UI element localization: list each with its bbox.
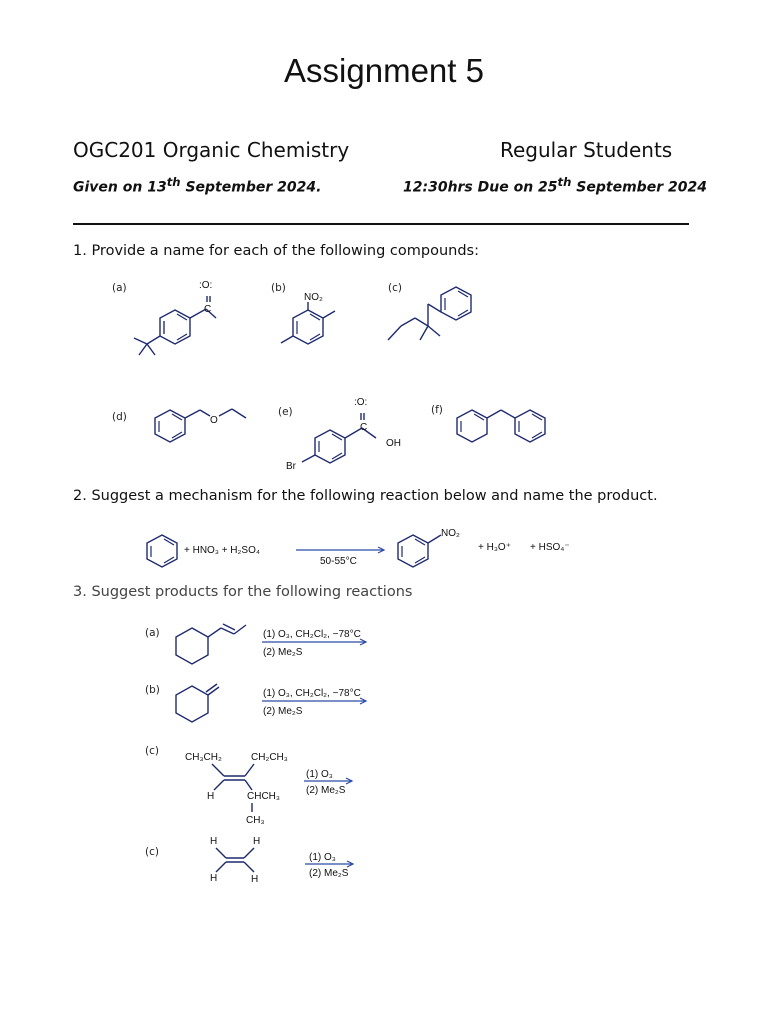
label-3a: (a) — [145, 627, 160, 639]
reaction-3d — [210, 836, 353, 885]
course-name: OGC201 Organic Chemistry — [73, 138, 350, 162]
step1-3b: (1) O₃, CH₂Cl₂, −78°C — [263, 688, 361, 699]
carbonyl-o-label: :O: — [199, 280, 213, 291]
label-1d: (d) — [112, 411, 127, 423]
compound-1d — [155, 409, 246, 442]
group-3c-tr: CH₂CH₃ — [251, 752, 288, 763]
nitration-reagents: + HNO₃ + H₂SO₄ — [184, 545, 260, 556]
nitration-reaction — [147, 528, 570, 567]
h-3d-br: H — [251, 874, 259, 885]
label-3d: (c) — [145, 846, 159, 858]
h-3d-tl: H — [210, 836, 218, 847]
byproduct-hydronium: + H₃O⁺ — [478, 542, 511, 553]
step2-3c: (2) Me₂S — [306, 785, 346, 796]
reaction-3c — [185, 752, 352, 826]
question-1: 1. Provide a name for each of the following compounds: — [73, 243, 479, 259]
label-1e: (e) — [278, 406, 293, 418]
nitration-conditions: 50-55°C — [320, 556, 357, 567]
hydroxyl-label: OH — [386, 438, 401, 449]
acid-c-label: C — [360, 422, 368, 433]
label-1f: (f) — [431, 404, 443, 416]
question-2: 2. Suggest a mechanism for the following reaction below and name the product. — [73, 488, 658, 504]
bromo-label: Br — [286, 461, 296, 472]
h-3d-bl: H — [210, 873, 218, 884]
group-3c-tl: CH₃CH₂ — [185, 752, 222, 763]
label-3b: (b) — [145, 684, 160, 696]
h-3c: H — [207, 791, 215, 802]
compound-1c — [388, 287, 471, 340]
compound-1f — [457, 410, 545, 442]
label-3c: (c) — [145, 745, 159, 757]
due-date: 12:30hrs Due on 25th September 2024 — [403, 175, 707, 196]
step1-3a: (1) O₃, CH₂Cl₂, −78°C — [263, 629, 361, 640]
step2-3a: (2) Me₂S — [263, 647, 303, 658]
compound-1e — [286, 397, 401, 472]
label-1b: (b) — [271, 282, 286, 294]
student-group: Regular Students — [500, 138, 673, 162]
group-3c-brsub: CH₃ — [246, 815, 265, 826]
given-date: Given on 13th September 2024. — [73, 175, 322, 196]
compound-1b — [281, 292, 335, 344]
step1-3d: (1) O₃ — [309, 852, 336, 863]
question-3: 3. Suggest products for the following reactions — [73, 584, 413, 600]
compound-1a — [134, 280, 216, 355]
step1-3c: (1) O₃ — [306, 769, 333, 780]
carbonyl-c-label: C — [204, 304, 212, 315]
acid-o-label: :O: — [354, 397, 368, 408]
reaction-3a — [176, 624, 366, 664]
label-1a: (a) — [112, 282, 127, 294]
byproduct-bisulfate: + HSO₄⁻ — [530, 542, 570, 553]
nitration-product-group: NO₂ — [441, 528, 460, 539]
step2-3b: (2) Me₂S — [263, 706, 303, 717]
ether-o-label: O — [210, 415, 218, 426]
page-title: Assignment 5 — [284, 52, 484, 89]
step2-3d: (2) Me₂S — [309, 868, 349, 879]
nitro-label: NO₂ — [304, 292, 323, 303]
reaction-3b — [176, 684, 366, 722]
h-3d-tr: H — [253, 836, 261, 847]
group-3c-br: CHCH₃ — [247, 791, 280, 802]
label-1c: (c) — [388, 282, 402, 294]
